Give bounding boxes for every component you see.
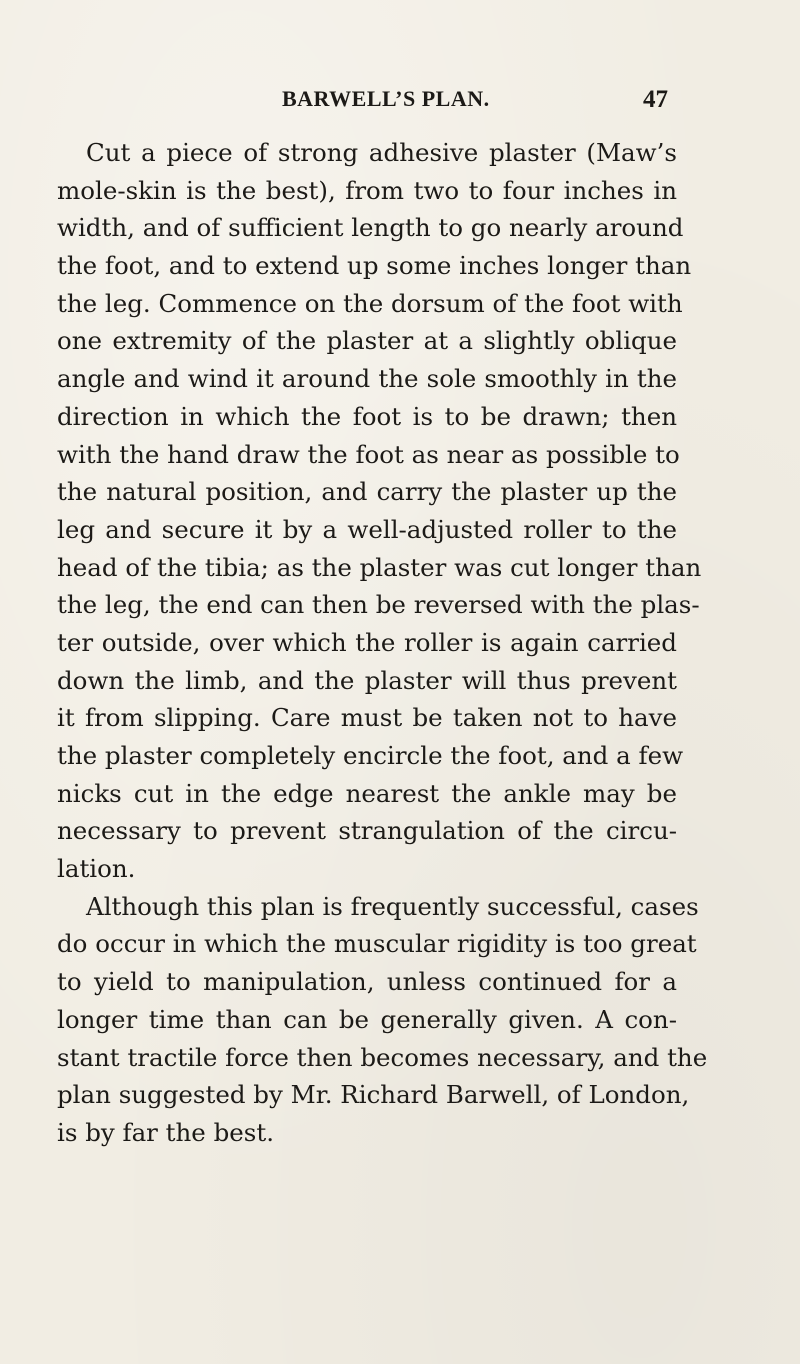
text-line: stant tractile force then becomes necessary, and the	[57, 1042, 708, 1072]
text-line: nicks cut in the edge nearest the ankle may be	[57, 778, 677, 808]
page-header	[0, 86, 800, 126]
text-line: longer time than can be generally given. A con-	[57, 1004, 677, 1034]
text-line: the natural position, and carry the plaster up the	[57, 477, 677, 507]
text-line: leg and secure it by a well-adjusted roller to the	[57, 514, 677, 544]
text-line: do occur in which the muscular rigidity is too great	[57, 929, 697, 959]
text-line: the foot, and to extend up some inches longer than	[57, 251, 692, 281]
text-line: the leg, the end can then be reversed with the plas-	[57, 590, 700, 620]
text-line: lation.	[57, 854, 136, 884]
page-number: 47	[643, 86, 668, 113]
text-line: one extremity of the plaster at a slightly oblique	[57, 326, 677, 356]
text-line: down the limb, and the plaster will thus prevent	[57, 665, 677, 695]
text-line: is by far the best.	[57, 1117, 274, 1147]
running-head: BARWELL’S PLAN.	[282, 86, 490, 111]
text-line: Cut a piece of strong adhesive plaster (Maw’s	[86, 138, 677, 167]
text-line: ter outside, over which the roller is again carried	[57, 627, 677, 657]
text-line: necessary to prevent strangulation of the circu-	[57, 816, 677, 846]
text-line: width, and of sufficient length to go nearly around	[57, 213, 684, 243]
body-text	[57, 134, 708, 1152]
text-line: direction in which the foot is to be drawn; then	[57, 401, 677, 431]
text-line: Although this plan is frequently successful, cases	[86, 891, 699, 921]
text-line: the leg. Commence on the dorsum of the foot with	[57, 288, 683, 318]
text-line: it from slipping. Care must be taken not to have	[57, 703, 677, 733]
text-line: with the hand draw the foot as near as possible to	[57, 439, 680, 469]
text-line: head of the tibia; as the plaster was cut longer than	[57, 552, 702, 582]
text-line: mole-skin is the best), from two to four inches in	[57, 175, 677, 205]
text-line: plan suggested by Mr. Richard Barwell, of London,	[57, 1080, 690, 1110]
text-line: angle and wind it around the sole smoothly in the	[57, 364, 677, 394]
text-line: the plaster completely encircle the foot, and a few	[57, 741, 684, 770]
text-line: to yield to manipulation, unless continued for a	[57, 967, 677, 997]
